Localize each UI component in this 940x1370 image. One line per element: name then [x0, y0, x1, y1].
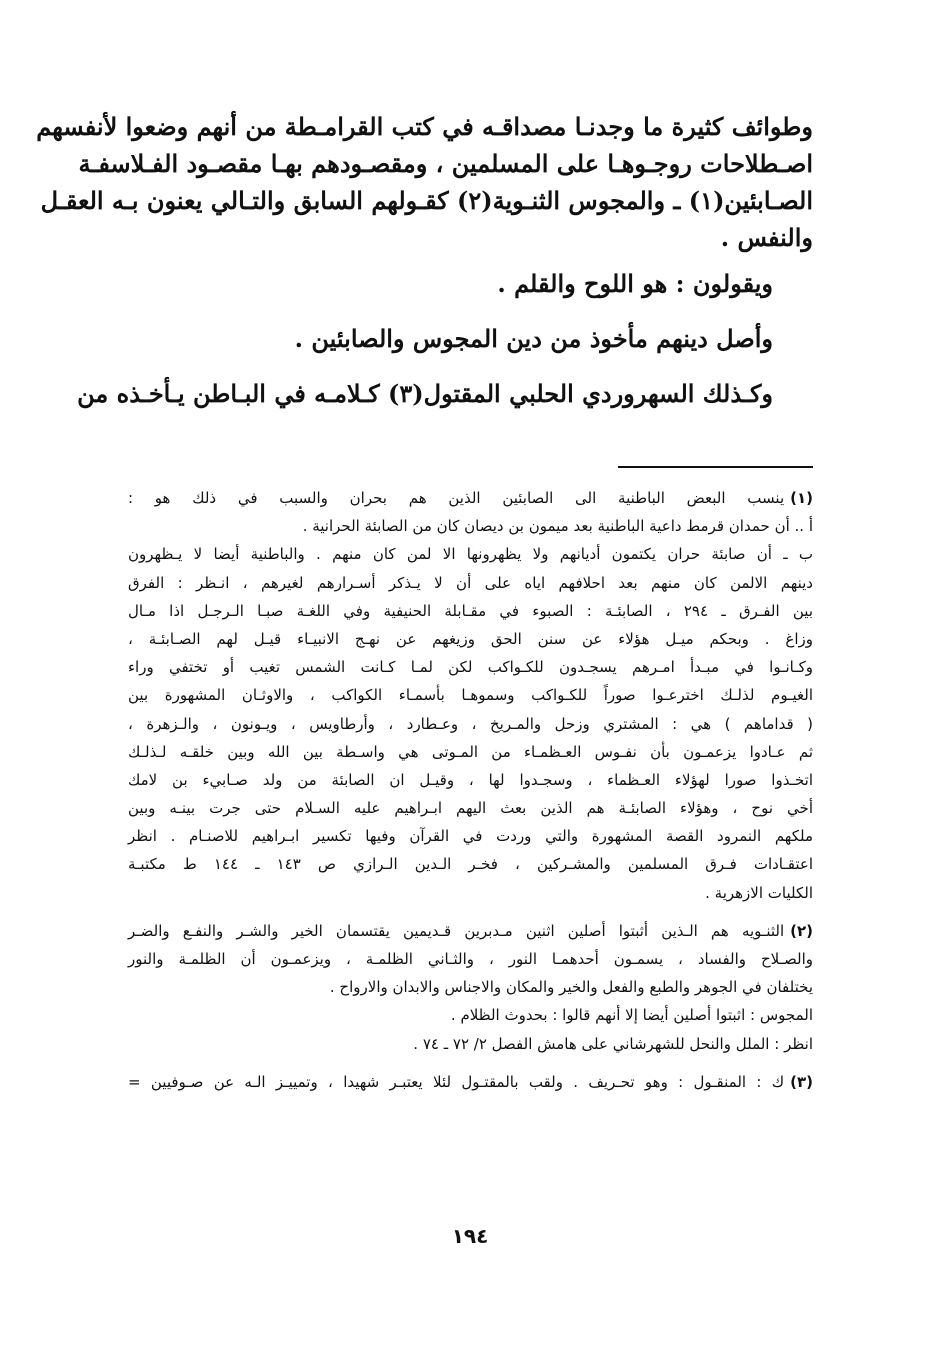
- page-number: ١٩٤: [451, 1224, 489, 1248]
- footnote-number: (٣): [790, 1072, 813, 1091]
- text-line: الصـابئين(١) ـ والمجوس الثنـوية(٢) كقـولهم السابق والتـالي يعنون بـه العقـل: [40, 186, 813, 215]
- main-text: [36, 108, 813, 424]
- footnote-2: [128, 917, 813, 1058]
- footnote-line: الغيـوم لذلـك اخترعـوا صوراً للكـواكب وسموهـا بأسمـاء الكواكب ، والاوثـان المشهورة بين: [128, 686, 813, 705]
- footnote-line: اعتقـادات فـرق المسلمين والمشـركين ، فخـر الـدين الـرازي ص ١٤٣ ـ ١٤٤ ط مكتبـة: [128, 855, 814, 874]
- footnote-line: وكـانـوا في مبـدأ امـرهم يسجـدون للكـواكب لكن لمـا كـانت الشمس تغيب أو تختفي وراء: [128, 658, 813, 677]
- text-line: والنفس .: [720, 223, 813, 252]
- footnote-1: [128, 484, 813, 907]
- paragraph-4: وكـذلك السهروردي الحلبي المقتول(٣) كـلامـه في البـاطن يـأخـذه من: [77, 379, 773, 408]
- footnote-line: ( قداماهم ) هي : المشتري وزحل والمـريخ ، وعـطارد ، وأرطاويس ، ويـونون ، والـزهرة ،: [128, 714, 813, 733]
- footnote-line: انظر : الملل والنحل للشهرشاني على هامش الفصل ٢/ ٧٢ ـ ٧٤ .: [413, 1034, 813, 1053]
- footnote-number: (٢): [790, 921, 813, 940]
- footnote-line: ب ـ أن صابئة حران يكتمون أديانهم ولا يظهرونها الا لمن كان منهم . والباطنية أيضا لا يـظهرون: [128, 545, 813, 564]
- footnote-line: ملكهم النمرود القصة المشهورة والتي وردت في القرآن وفيها تكسير ابـراهيم للاصنـام . انظر: [128, 827, 813, 846]
- footnote-line: ثم عـادوا يزعمـون بأن نفـوس العـظمـاء من المـوتى هي واسـطة بين الله وبين خلقـه لـذلـك: [128, 742, 813, 761]
- text-line: وطوائف كثيرة ما وجدنـا مصداقـه في كتب القرامـطة من أنهم وضعوا لأنفسهم: [36, 112, 813, 141]
- footnote-number: (١): [790, 489, 813, 507]
- footnote-line: المجوس : اثبتوا أصلين أيضا إلا أنهم قالوا : بحدوث الظلام .: [450, 1006, 813, 1025]
- footnote-line: أ .. أن حمدان قرمط داعية الباطنية بعد ميمون بن ديصان كان من الصابئة الحرانية .: [302, 517, 813, 536]
- footnote-line: اتخـذوا صورا لهؤلاء العـظماء ، وسجـدوا لها ، وقيـل ان الصابئة من ولد صـابيء بن لامك: [128, 770, 813, 789]
- footnote-line: والصـلاح والفساد ، يسمـون أحدهمـا النور ، والثـاني الظلمـة ، ويزعمـون أن الظلمـة والنور: [128, 950, 813, 968]
- footnote-divider: [618, 466, 813, 468]
- paragraph-3: وأصل دينهم مأخوذ من دين المجوس والصابئين .: [294, 324, 773, 353]
- paragraph-1: [36, 108, 813, 259]
- paragraph-2: ويقولون : هو اللوح والقلم .: [497, 269, 773, 298]
- footnote-line: (١)ينسب البعض الباطنية الى الصابئين الذين هم بحران والسبب في ذلك هو :: [128, 489, 813, 507]
- footnote-line: (٣)ك : المنقـول : وهو تحـريف . ولقب بالمقتـول لئلا يعتبـر شهيدا ، وتمييـز الـه عن صـوفيين =: [128, 1072, 813, 1091]
- footnote-line: يختلفان في الجوهر والطبع والفعل والخير والمكان والاجناس والابدان والارواح .: [329, 978, 813, 997]
- footnote-line: أخي نوح ، وهؤلاء الصابئـة هم الذين بعث اليهم ابـراهيم عليه السـلام حتى جرت بينـه وبين: [128, 799, 813, 818]
- footnotes: [128, 484, 813, 1106]
- footnote-line: وزاغ . وبحكم ميـل هؤلاء عن سنن الحق وزيغهم عن نهـج الانبيـاء قيـل لهم الصـابئـة ،: [128, 629, 813, 648]
- footnote-line: بين الفـرق ـ ٢٩٤ ، الصابئـة : الصبوء في مقـابلة الحنيفية وفي اللغـة صبـا الـرجـل اذا مـال: [128, 601, 814, 620]
- footnote-line: (٢)الثنـويه هم الـذين أثبتوا أصلين اثنين مـدبرين قـديمين يقتسمان الخير والشـر والنفـع والضـر: [128, 921, 813, 940]
- footnote-line: دينهم الالمن كان منهم بعد احلافهم اياه على أن لا يـذكر أسـرارهم لغيرهم ، انـظر : الفرق: [128, 573, 813, 592]
- footnote-line: الكليات الازهرية .: [705, 883, 813, 902]
- text-line: اصـطلاحات روجـوهـا على المسلمين ، ومقصـودهم بهـا مقصـود الفـلاسفـة: [78, 149, 813, 178]
- footnote-3: [128, 1068, 813, 1096]
